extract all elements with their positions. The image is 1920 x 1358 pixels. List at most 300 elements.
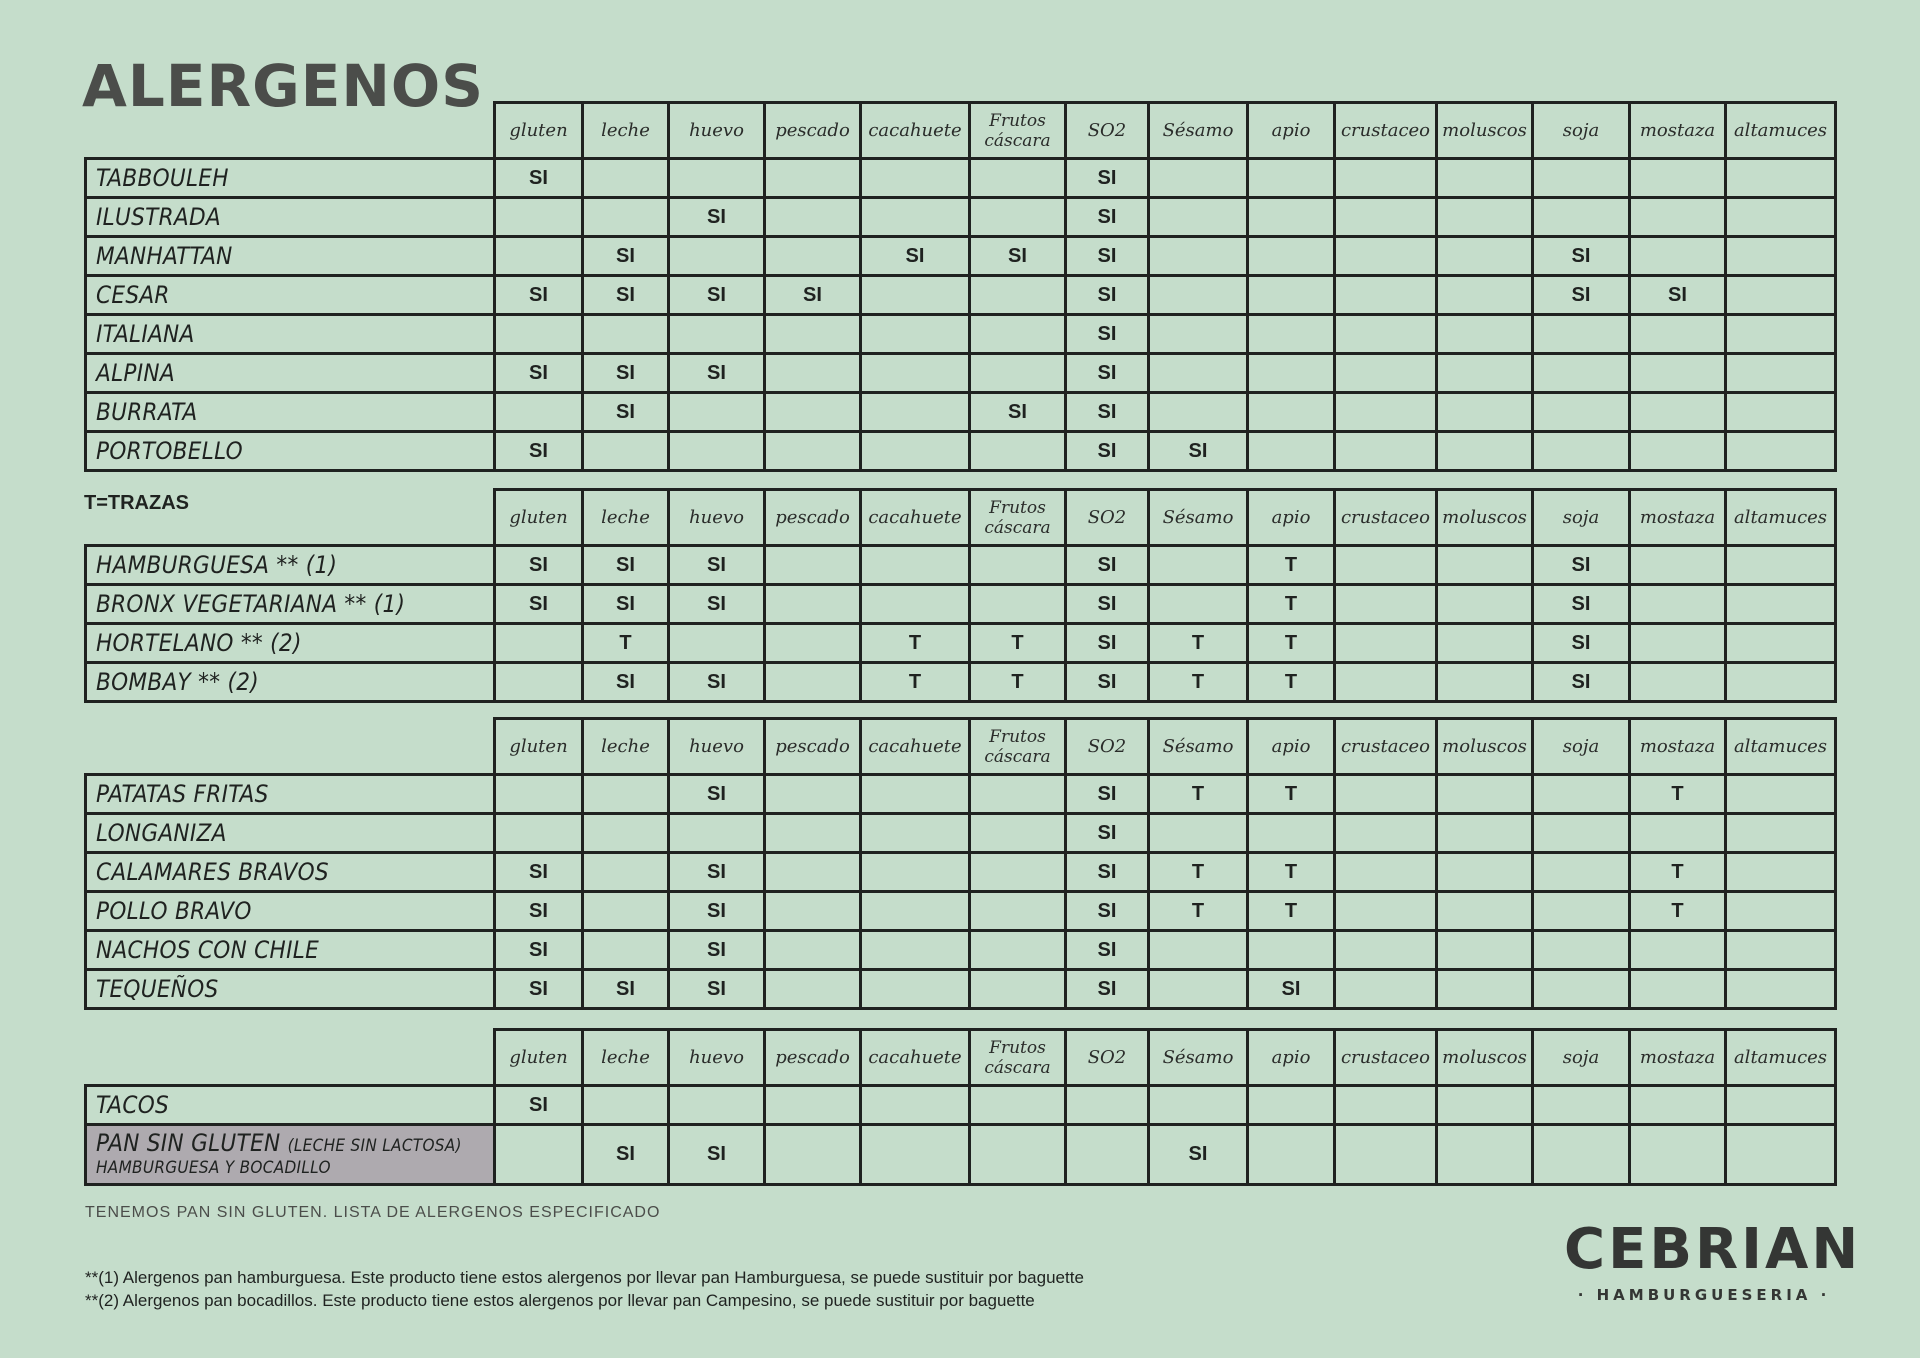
table-row [86, 775, 1836, 814]
allergen-header: SO2 [1066, 103, 1149, 159]
allergen-cell [1630, 1086, 1726, 1125]
header-blank [86, 103, 495, 159]
allergen-cell [1726, 853, 1836, 892]
allergen-cell: SI [1066, 315, 1149, 354]
allergen-cell [1248, 931, 1335, 970]
allergen-cell [1437, 814, 1533, 853]
allergen-cell: SI [1066, 276, 1149, 315]
allergen-cell [970, 276, 1066, 315]
allergen-cell: T [1630, 892, 1726, 931]
table-row [86, 892, 1836, 931]
dish-name-text: ALPINA [96, 359, 175, 387]
header-row [86, 1030, 1836, 1086]
allergen-cell [1726, 354, 1836, 393]
dish-name [86, 892, 495, 931]
allergen-cell [861, 775, 970, 814]
allergen-cell [1149, 546, 1248, 585]
allergen-cell [1630, 159, 1726, 198]
allergen-cell [970, 1086, 1066, 1125]
allergen-cell [970, 354, 1066, 393]
allergen-cell: SI [1533, 546, 1630, 585]
allergen-header: pescado [765, 103, 861, 159]
allergen-cell: SI [583, 354, 669, 393]
allergen-header: pescado [765, 1030, 861, 1086]
header-blank [86, 490, 495, 546]
allergen-header: apio [1248, 719, 1335, 775]
allergen-table-1 [84, 101, 1837, 472]
allergen-cell: SI [583, 585, 669, 624]
allergen-cell [1630, 432, 1726, 471]
allergen-cell: SI [1066, 585, 1149, 624]
allergen-cell [970, 853, 1066, 892]
allergen-cell [1533, 931, 1630, 970]
allergen-cell [1335, 393, 1437, 432]
allergen-cell: SI [1248, 970, 1335, 1009]
allergen-cell [1533, 892, 1630, 931]
dish-name-subtitle: HAMBURGUESA Y BOCADILLO [96, 1158, 331, 1178]
dish-name-text: TABBOULEH [96, 164, 229, 192]
table-row [86, 432, 1836, 471]
allergen-cell [1335, 198, 1437, 237]
brand-subtitle: · HAMBURGUESERIA · [1577, 1286, 1831, 1304]
allergen-cell: T [1149, 853, 1248, 892]
allergen-cell: SI [1066, 624, 1149, 663]
allergen-cell: T [1248, 853, 1335, 892]
allergen-cell: T [1248, 585, 1335, 624]
allergen-cell [583, 1086, 669, 1125]
allergen-header: gluten [495, 719, 583, 775]
allergen-cell: T [861, 663, 970, 702]
allergen-cell [765, 546, 861, 585]
allergen-cell: SI [495, 853, 583, 892]
allergen-header: Sésamo [1149, 1030, 1248, 1086]
allergen-cell: SI [1066, 354, 1149, 393]
allergen-cell [1248, 432, 1335, 471]
allergen-cell: SI [970, 393, 1066, 432]
allergen-cell [1437, 159, 1533, 198]
allergen-cell [765, 970, 861, 1009]
trazas-legend: T=TRAZAS [84, 492, 189, 514]
allergen-cell [1533, 354, 1630, 393]
allergen-cell [861, 546, 970, 585]
table-row [86, 663, 1836, 702]
allergen-cell [765, 198, 861, 237]
allergen-cell: T [1149, 892, 1248, 931]
allergen-cell: SI [1533, 276, 1630, 315]
allergen-cell [1437, 585, 1533, 624]
allergen-cell [970, 315, 1066, 354]
allergen-cell [1533, 853, 1630, 892]
allergen-cell [970, 1125, 1066, 1185]
table-row [86, 931, 1836, 970]
table-row [86, 198, 1836, 237]
allergen-header: apio [1248, 490, 1335, 546]
allergen-cell [970, 432, 1066, 471]
allergen-cell [583, 892, 669, 931]
allergen-cell [1437, 775, 1533, 814]
allergen-cell [765, 237, 861, 276]
allergen-header: mostaza [1630, 1030, 1726, 1086]
allergen-cell [1437, 432, 1533, 471]
allergen-cell [1248, 1086, 1335, 1125]
allergen-cell [1630, 393, 1726, 432]
allergen-cell [1726, 775, 1836, 814]
allergen-header: pescado [765, 719, 861, 775]
allergen-cell [669, 393, 765, 432]
allergen-cell [495, 624, 583, 663]
allergen-cell [1149, 315, 1248, 354]
dish-name [86, 432, 495, 471]
allergen-cell [1630, 931, 1726, 970]
allergen-cell: SI [1066, 198, 1149, 237]
allergen-cell [1248, 814, 1335, 853]
allergen-cell: SI [583, 663, 669, 702]
allergen-header: Frutos cáscara [970, 490, 1066, 546]
allergen-header: huevo [669, 490, 765, 546]
dish-name [86, 775, 495, 814]
allergen-table-2 [84, 488, 1837, 703]
allergen-cell [1335, 663, 1437, 702]
footnote-2: **(2) Alergenos pan bocadillos. Este producto tiene estos alergenos por llevar pan Campesino, se puede sustituir por baguette [85, 1291, 1035, 1310]
table-row [86, 585, 1836, 624]
allergen-cell [765, 585, 861, 624]
allergen-cell [765, 393, 861, 432]
allergen-cell [669, 159, 765, 198]
allergen-cell: T [970, 624, 1066, 663]
allergen-cell: SI [495, 546, 583, 585]
allergen-cell: SI [970, 237, 1066, 276]
allergen-cell [1437, 1086, 1533, 1125]
header-row [86, 719, 1836, 775]
dish-name-extra: (LECHE SIN LACTOSA) [287, 1136, 462, 1156]
allergen-cell [861, 276, 970, 315]
allergen-cell [1437, 853, 1533, 892]
allergen-cell: SI [495, 354, 583, 393]
allergen-cell [1630, 546, 1726, 585]
allergen-header: huevo [669, 719, 765, 775]
allergen-cell [970, 198, 1066, 237]
allergen-header: Sésamo [1149, 490, 1248, 546]
allergen-header: altamuces [1726, 719, 1836, 775]
allergen-header: SO2 [1066, 490, 1149, 546]
allergen-cell [583, 853, 669, 892]
allergen-header: gluten [495, 1030, 583, 1086]
allergen-cell: T [1630, 853, 1726, 892]
allergen-cell: SI [669, 775, 765, 814]
allergen-cell: SI [583, 970, 669, 1009]
allergen-cell [1248, 198, 1335, 237]
allergen-cell [765, 892, 861, 931]
allergen-cell [1726, 276, 1836, 315]
table-row [86, 853, 1836, 892]
allergen-cell [970, 546, 1066, 585]
allergen-header: moluscos [1437, 719, 1533, 775]
dish-name-text: PATATAS FRITAS [96, 780, 269, 808]
allergen-cell [669, 624, 765, 663]
allergen-cell [1533, 393, 1630, 432]
allergen-cell: SI [495, 892, 583, 931]
header-blank [86, 1030, 495, 1086]
table-row [86, 354, 1836, 393]
allergen-cell [1149, 159, 1248, 198]
dish-name [86, 1125, 495, 1185]
allergen-cell: SI [669, 198, 765, 237]
allergen-cell [583, 198, 669, 237]
allergen-cell: SI [1066, 237, 1149, 276]
gluten-free-note: TENEMOS PAN SIN GLUTEN. LISTA DE ALERGENOS ESPECIFICADO [85, 1204, 661, 1221]
allergen-header: pescado [765, 490, 861, 546]
brand-name: CEBRIAN [1564, 1217, 1862, 1282]
table-row [86, 237, 1836, 276]
allergen-cell: SI [669, 1125, 765, 1185]
allergen-cell [765, 1086, 861, 1125]
allergen-cell [1726, 237, 1836, 276]
allergen-cell [1533, 1086, 1630, 1125]
allergen-cell: SI [1533, 585, 1630, 624]
table-row [86, 624, 1836, 663]
allergen-header: Frutos cáscara [970, 719, 1066, 775]
allergen-cell: T [970, 663, 1066, 702]
allergen-cell [1726, 432, 1836, 471]
allergen-cell [1437, 970, 1533, 1009]
allergen-cell: SI [669, 585, 765, 624]
allergen-cell: SI [1533, 237, 1630, 276]
allergen-cell: SI [669, 931, 765, 970]
allergen-cell [495, 315, 583, 354]
allergen-cell [1726, 546, 1836, 585]
allergen-cell [861, 931, 970, 970]
allergen-cell [1533, 775, 1630, 814]
allergen-cell [861, 159, 970, 198]
allergen-cell: SI [669, 354, 765, 393]
allergen-cell [1726, 970, 1836, 1009]
allergen-cell [1335, 354, 1437, 393]
allergen-cell: SI [495, 585, 583, 624]
allergen-cell [1533, 814, 1630, 853]
allergen-cell [1726, 1125, 1836, 1185]
allergen-cell [669, 432, 765, 471]
table-row [86, 970, 1836, 1009]
allergen-table-3 [84, 717, 1837, 1010]
allergen-cell [1437, 198, 1533, 237]
allergen-cell [1726, 931, 1836, 970]
allergen-cell [1335, 585, 1437, 624]
allergen-cell [1630, 624, 1726, 663]
dish-name [86, 814, 495, 853]
allergen-cell: SI [1149, 1125, 1248, 1185]
allergen-cell [1335, 970, 1437, 1009]
allergen-header: apio [1248, 1030, 1335, 1086]
allergen-cell [1149, 393, 1248, 432]
allergen-header: soja [1533, 490, 1630, 546]
allergen-cell [861, 354, 970, 393]
allergen-cell [1533, 970, 1630, 1009]
allergen-cell: T [1248, 546, 1335, 585]
allergen-cell [1248, 393, 1335, 432]
allergen-table-4 [84, 1028, 1837, 1186]
allergen-cell [495, 775, 583, 814]
brand-logo [1564, 1217, 1862, 1304]
dish-name-text: MANHATTAN [96, 242, 233, 270]
allergen-cell: T [861, 624, 970, 663]
allergen-cell: SI [583, 237, 669, 276]
allergen-cell: SI [765, 276, 861, 315]
allergen-cell [1437, 663, 1533, 702]
allergen-cell [1726, 624, 1836, 663]
allergen-header: crustaceo [1335, 490, 1437, 546]
dish-name [86, 546, 495, 585]
allergen-cell [970, 159, 1066, 198]
table-row [86, 1125, 1836, 1185]
allergen-cell [1335, 814, 1437, 853]
allergen-cell [1726, 198, 1836, 237]
allergen-cell [765, 624, 861, 663]
allergen-cell [861, 198, 970, 237]
allergen-header: SO2 [1066, 1030, 1149, 1086]
allergen-header: altamuces [1726, 1030, 1836, 1086]
allergen-cell [1149, 585, 1248, 624]
allergen-header: Sésamo [1149, 103, 1248, 159]
table-row [86, 276, 1836, 315]
allergen-cell [1630, 198, 1726, 237]
allergen-cell [1149, 814, 1248, 853]
allergen-cell [1630, 663, 1726, 702]
dish-name [86, 853, 495, 892]
allergen-cell [1335, 775, 1437, 814]
allergen-cell: SI [495, 970, 583, 1009]
allergen-cell [1533, 432, 1630, 471]
dish-name [86, 276, 495, 315]
allergen-cell [1726, 585, 1836, 624]
allergen-cell [1149, 1086, 1248, 1125]
table-row [86, 546, 1836, 585]
allergen-cell: SI [583, 393, 669, 432]
allergen-cell [1630, 237, 1726, 276]
allergen-cell [1630, 585, 1726, 624]
allergen-cell [1066, 1086, 1149, 1125]
dish-name-text: BRONX VEGETARIANA ** (1) [96, 590, 406, 618]
allergen-header: gluten [495, 103, 583, 159]
allergen-cell [765, 1125, 861, 1185]
allergen-cell [1248, 1125, 1335, 1185]
allergen-header: soja [1533, 719, 1630, 775]
allergen-header: Frutos cáscara [970, 1030, 1066, 1086]
allergen-cell [1248, 159, 1335, 198]
allergen-cell [1726, 663, 1836, 702]
allergen-header: leche [583, 103, 669, 159]
allergen-cell [1335, 432, 1437, 471]
allergen-cell: SI [669, 546, 765, 585]
dish-name [86, 1086, 495, 1125]
allergen-cell [669, 1086, 765, 1125]
allergen-cell [1149, 970, 1248, 1009]
allergen-header: cacahuete [861, 103, 970, 159]
table-row [86, 315, 1836, 354]
dish-name-text: TACOS [96, 1091, 170, 1119]
allergen-header: SO2 [1066, 719, 1149, 775]
table-row [86, 1086, 1836, 1125]
allergen-cell [1437, 892, 1533, 931]
allergen-cell [1437, 315, 1533, 354]
dish-name [86, 237, 495, 276]
allergen-header: cacahuete [861, 719, 970, 775]
allergen-cell [495, 393, 583, 432]
allergen-cell [765, 432, 861, 471]
allergen-cell [861, 853, 970, 892]
allergen-cell [583, 432, 669, 471]
allergen-cell [583, 775, 669, 814]
allergen-cell [1335, 853, 1437, 892]
allergen-cell: SI [1066, 970, 1149, 1009]
dish-name-text: POLLO BRAVO [96, 897, 252, 925]
allergen-cell [970, 931, 1066, 970]
allergen-cell: SI [1066, 159, 1149, 198]
allergen-header: altamuces [1726, 103, 1836, 159]
dish-name-text: HAMBURGUESA ** (1) [96, 551, 338, 579]
dish-name-text: PAN SIN GLUTEN [96, 1129, 281, 1157]
allergen-cell [1335, 1125, 1437, 1185]
allergen-header: crustaceo [1335, 1030, 1437, 1086]
allergen-cell: SI [1066, 432, 1149, 471]
allergen-cell [861, 393, 970, 432]
allergen-cell [1630, 970, 1726, 1009]
allergen-cell [1335, 276, 1437, 315]
dish-name-text: PORTOBELLO [96, 437, 243, 465]
dish-name-text: ILUSTRADA [96, 203, 221, 231]
allergen-cell [1335, 546, 1437, 585]
allergen-cell [765, 814, 861, 853]
allergen-cell: T [1248, 775, 1335, 814]
footnote-1: **(1) Alergenos pan hamburguesa. Este producto tiene estos alergenos por llevar pan Hamburguesa, se puede sustituir por baguette [85, 1268, 1084, 1287]
allergen-cell [1630, 814, 1726, 853]
allergen-cell: SI [1066, 853, 1149, 892]
allergen-cell [669, 237, 765, 276]
allergen-cell [1437, 393, 1533, 432]
allergen-cell [1335, 159, 1437, 198]
allergen-header: mostaza [1630, 490, 1726, 546]
allergen-header: leche [583, 719, 669, 775]
allergen-cell [1437, 237, 1533, 276]
allergen-cell [495, 814, 583, 853]
allergen-cell: SI [1066, 775, 1149, 814]
dish-name [86, 354, 495, 393]
allergen-header: mostaza [1630, 103, 1726, 159]
allergen-cell [1630, 1125, 1726, 1185]
allergen-cell [1533, 159, 1630, 198]
allergen-cell [1726, 315, 1836, 354]
table-row [86, 814, 1836, 853]
allergen-cell [1149, 198, 1248, 237]
allergen-cell [1335, 237, 1437, 276]
allergen-cell [1149, 931, 1248, 970]
allergen-cell [1335, 624, 1437, 663]
allergen-cell [970, 814, 1066, 853]
allergen-cell [1726, 159, 1836, 198]
allergen-cell [669, 814, 765, 853]
dish-name [86, 585, 495, 624]
allergen-cell [861, 432, 970, 471]
header-blank [86, 719, 495, 775]
allergen-cell [970, 585, 1066, 624]
allergen-cell [495, 1125, 583, 1185]
allergen-header: crustaceo [1335, 103, 1437, 159]
allergen-cell [669, 315, 765, 354]
allergen-header: leche [583, 490, 669, 546]
page-title: ALERGENOS [82, 52, 484, 120]
allergen-cell: T [1149, 624, 1248, 663]
allergen-header: leche [583, 1030, 669, 1086]
allergen-cell: SI [495, 159, 583, 198]
